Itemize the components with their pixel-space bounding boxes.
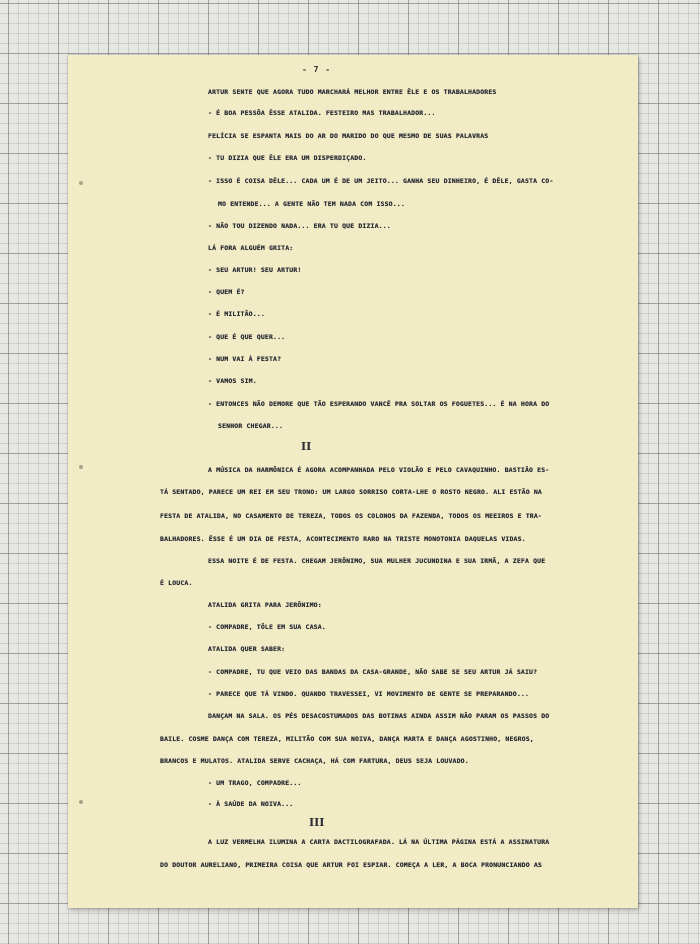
text-line: ATALIDA QUER SABER: <box>208 645 286 653</box>
text-line: - SEU ARTUR! SEU ARTUR! <box>208 266 302 274</box>
text-line: - QUEM É? <box>208 288 245 296</box>
text-line: - QUE É QUE QUER... <box>208 333 286 341</box>
text-line: - ISSO É COISA DÊLE... CADA UM É DE UM JEITO... GANHA SEU DINHEIRO, É DÊLE, GASTA CO- <box>208 177 554 185</box>
text-line: - É BOA PESSÔA ÊSSE ATALIDA. FESTEIRO MAS TRABALHADOR... <box>208 109 436 117</box>
text-line: A MÚSICA DA HARMÔNICA É AGORA ACOMPANHADA PELO VIOLÃO E PELO CAVAQUINHO. BASTIÃO ES- <box>208 466 550 474</box>
text-line: A LUZ VERMELHA ILUMINA A CARTA DACTILOGRAFADA. LÁ NA ÚLTIMA PÁGINA ESTÁ A ASSINATURA <box>208 838 550 846</box>
text-line: - UM TRAGO, COMPADRE... <box>208 779 302 787</box>
text-line: MO ENTENDE... A GENTE NÃO TEM NADA COM ISSO... <box>218 200 405 208</box>
text-line: - NÃO TOU DIZENDO NADA... ERA TU QUE DIZIA... <box>208 222 391 230</box>
text-line: LÁ FORA ALGUÉM GRITA: <box>208 244 294 252</box>
typewritten-page <box>68 55 638 908</box>
text-line: DO DOUTOR AURELIANO, PRIMEIRA COISA QUE ARTUR FOI ESPIAR. COMEÇA A LER, A BOCA PRONUNCIANDO AS <box>160 861 542 869</box>
text-line: - PARECE QUE TÁ VINDO. QUANDO TRAVESSEI, VI MOVIMENTO DE GENTE SE PREPARANDO... <box>208 690 530 698</box>
text-line: ESSA NOITE É DE FESTA. CHEGAM JERÔNIMO, SUA MULHER JUCUNDINA E SUA IRMÃ, A ZEFA QUE <box>208 557 546 565</box>
text-line: - COMPADRE, TÔLE EM SUA CASA. <box>208 623 326 631</box>
text-line: BRANCOS E MULATOS. ATALIDA SERVE CACHAÇA, HÁ COM FARTURA, DEUS SEJA LOUVADO. <box>160 757 469 765</box>
text-line: - NUM VAI À FESTA? <box>208 355 282 363</box>
text-line: - COMPADRE, TU QUE VEIO DAS BANDAS DA CASA-GRANDE, NÃO SABE SE SEU ARTUR JÁ SAIU? <box>208 668 538 676</box>
text-line: - É MILITÃO... <box>208 310 265 318</box>
text-line: - TU DIZIA QUE ÊLE ERA UM DISPERDIÇADO. <box>208 154 367 162</box>
text-line: DANÇAM NA SALA. OS PÉS DESACOSTUMADOS DAS BOTINAS AINDA ASSIM NÃO PARAM OS PASSOS DO <box>208 712 550 720</box>
text-line: FESTA DE ATALIDA, NO CASAMENTO DE TEREZA, TODOS OS COLONOS DA FAZENDA, TODOS OS MEEIROS E TRA- <box>160 512 542 520</box>
page-number: - 7 - <box>302 65 332 74</box>
text-line: TÁ SENTADO, PARECE UM REI EM SEU TRONO: UM LARGO SORRISO CORTA-LHE O ROSTO NEGRO. ALI ESTÃO NA <box>160 488 542 496</box>
text-line: SENHOR CHEGAR... <box>218 422 284 430</box>
punch-hole <box>79 465 83 469</box>
text-line: ATALIDA GRITA PARA JERÔNIMO: <box>208 601 322 609</box>
text-line: BAILE. COSME DANÇA COM TEREZA, MILITÃO COM SUA NOIVA, DANÇA MARTA E DANÇA AGOSTINHO, NEGROS, <box>160 735 534 743</box>
text-line: BALHADORES. ÊSSE É UM DIA DE FESTA, ACONTECIMENTO RARO NA TRISTE MONOTONIA DAQUELAS VIDAS. <box>160 535 526 543</box>
section-heading: III <box>309 816 325 829</box>
text-line: ARTUR SENTE QUE AGORA TUDO MARCHARÁ MELHOR ENTRE ÊLE E OS TRABALHADORES <box>208 88 497 96</box>
punch-hole <box>79 181 83 185</box>
section-heading: II <box>301 440 312 453</box>
text-line: FELÍCIA SE ESPANTA MAIS DO AR DO MARIDO DO QUE MESMO DE SUAS PALAVRAS <box>208 132 489 140</box>
text-line: É LOUCA. <box>160 579 193 587</box>
text-line: - VAMOS SIM. <box>208 377 257 385</box>
text-line: - ENTONCES NÃO DEMORE QUE TÃO ESPERANDO VANCÊ PRA SOLTAR OS FOGUETES... É NA HORA DO <box>208 400 550 408</box>
punch-hole <box>79 800 83 804</box>
text-line: - À SAÚDE DA NOIVA... <box>208 800 294 808</box>
